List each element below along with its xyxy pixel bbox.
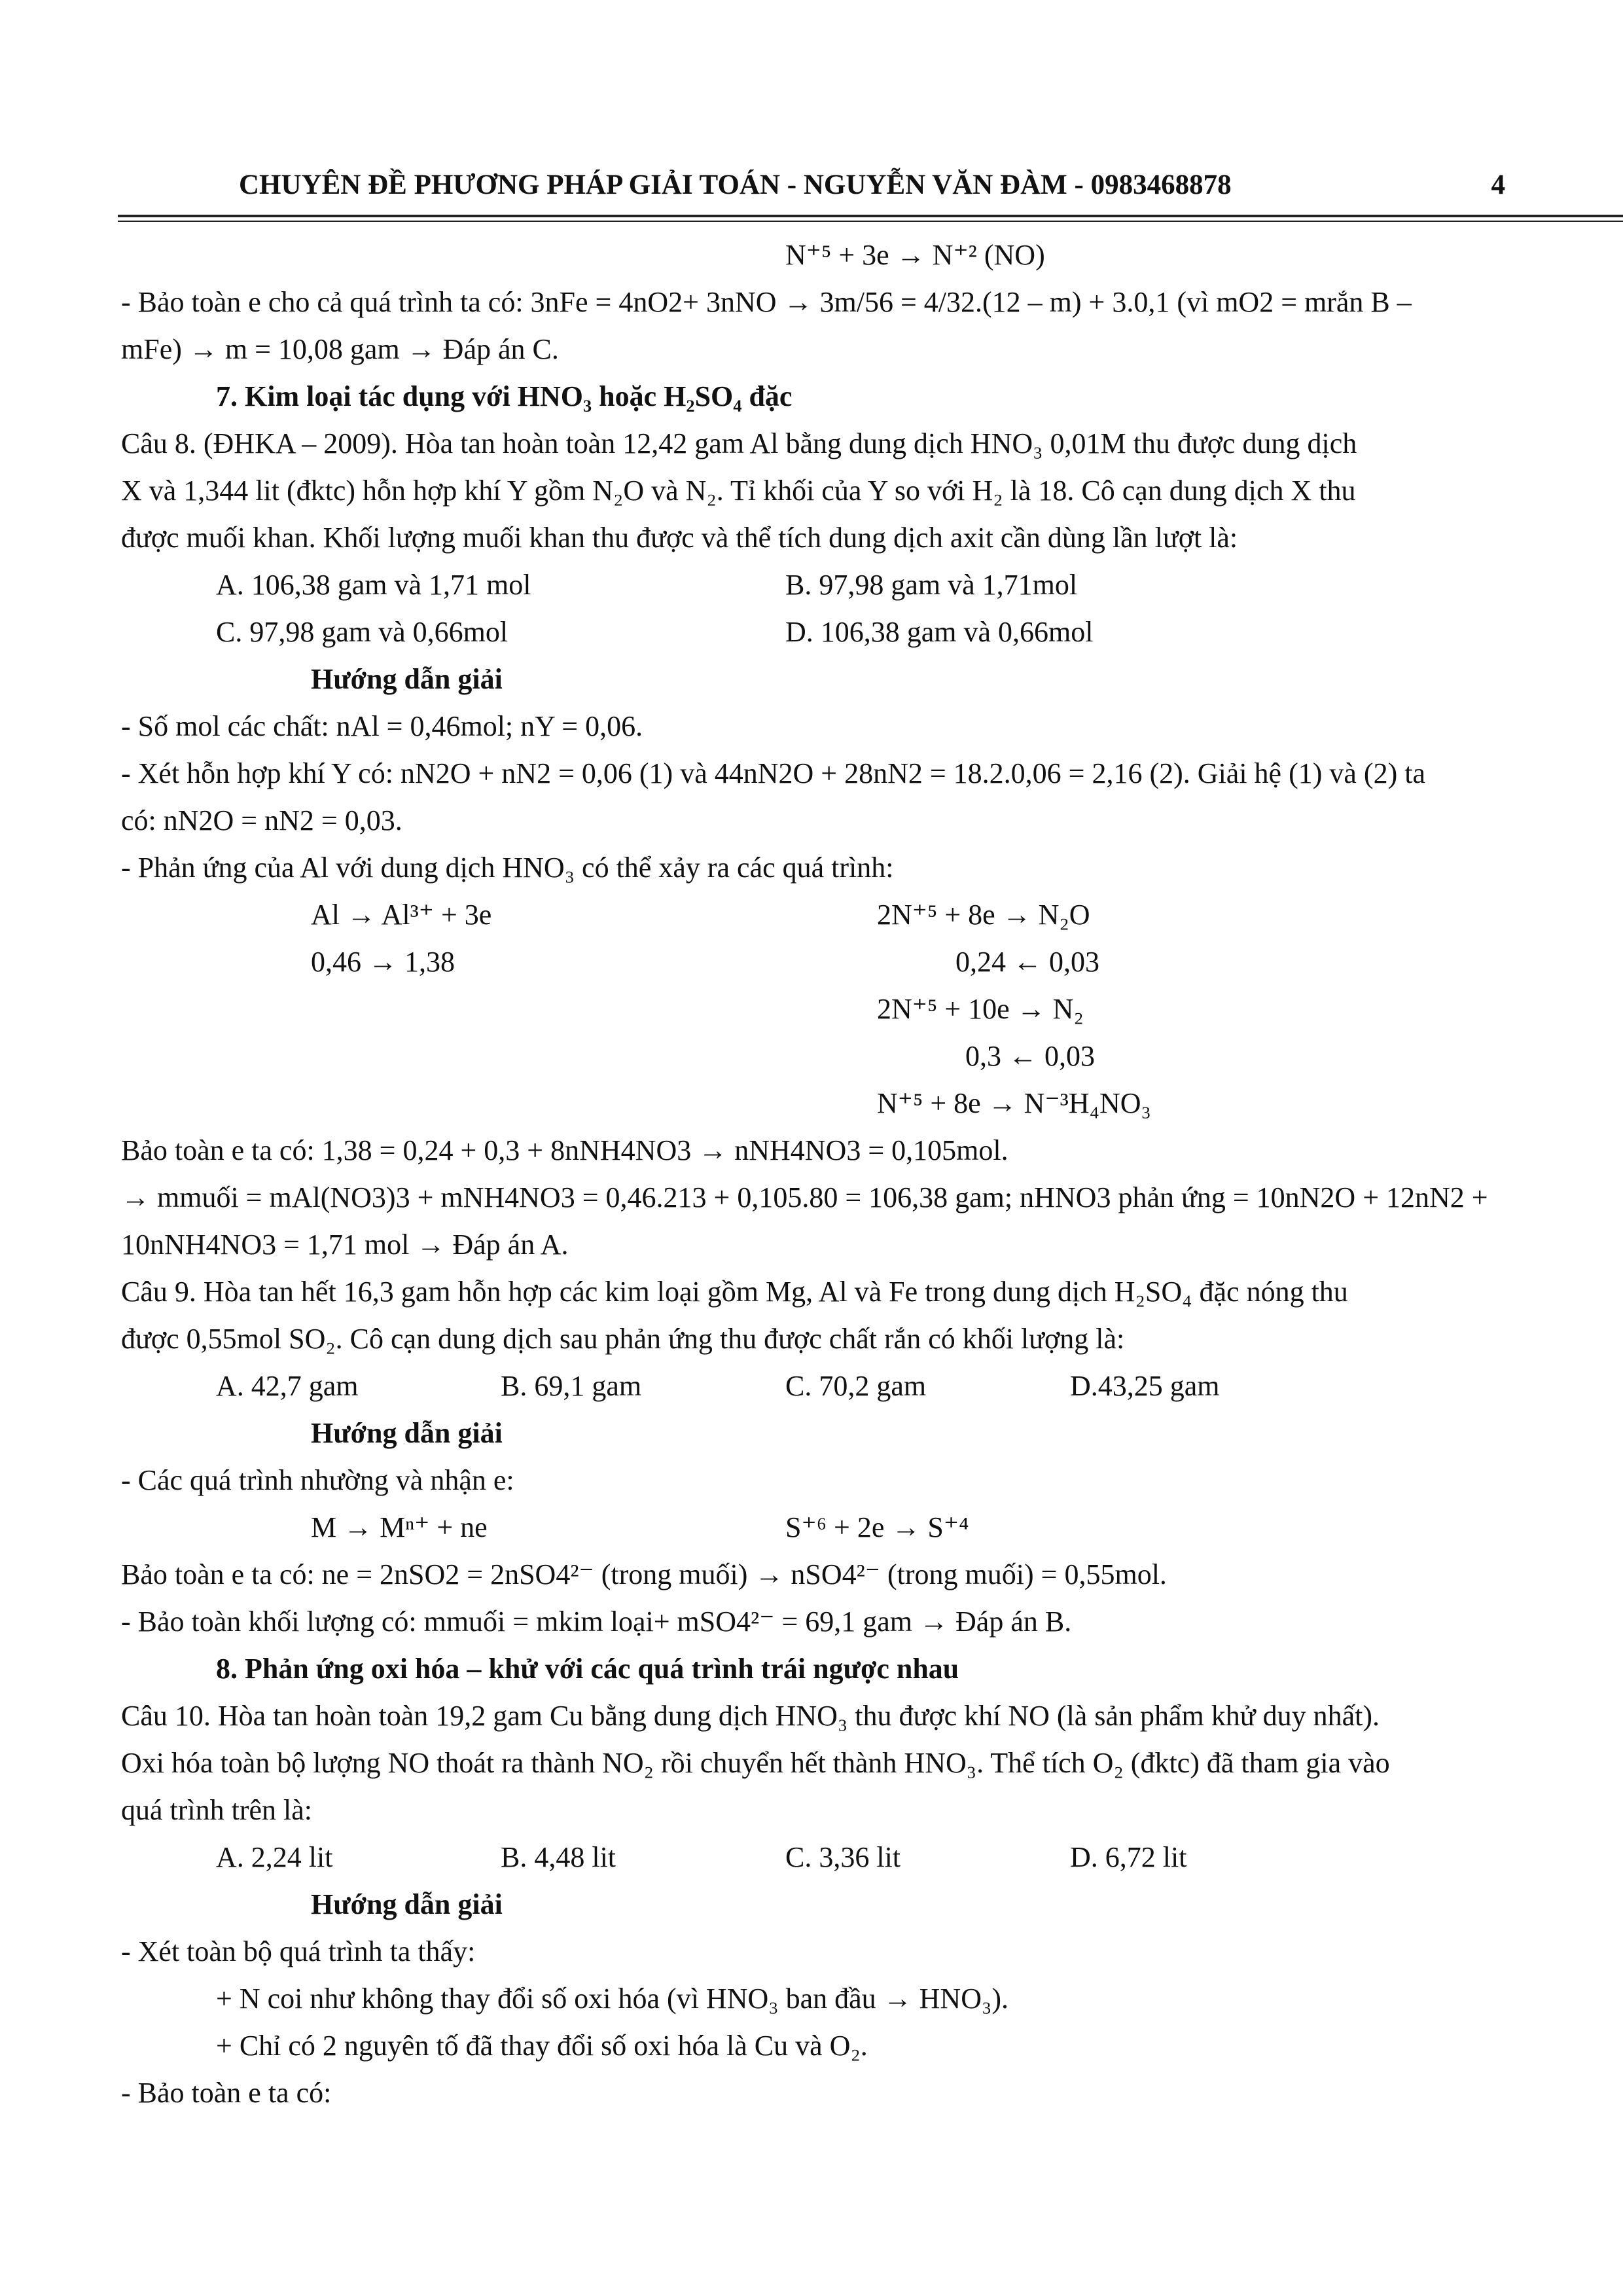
question-line: Câu 9. Hòa tan hết 16,3 gam hỗn hợp các kim loại gồm Mg, Al và Fe trong dung dịch H₂SO₄ đặc nóng thu [121, 1276, 1348, 1308]
equation-right: S⁺⁶ + 2e → S⁺⁴ [785, 1511, 969, 1543]
answer-option-a: A. 106,38 gam và 1,71 mol [216, 569, 531, 601]
question-line: được muối khan. Khối lượng muối khan thu được và thể tích dung dịch axit cần dùng lần lượt là: [121, 522, 1238, 554]
answer-option-b: B. 97,98 gam và 1,71mol [785, 569, 1078, 601]
answer-option-d: D. 106,38 gam và 0,66mol [785, 616, 1094, 648]
section-heading: 8. Phản ứng oxi hóa – khử với các quá trình trái ngược nhau [216, 1653, 959, 1685]
answer-option-c: C. 3,36 lit [785, 1841, 901, 1873]
equation-left: 0,46 → 1,38 [311, 946, 455, 978]
solution-heading: Hướng dẫn giải [311, 1888, 503, 1920]
question-line: quá trình trên là: [121, 1794, 313, 1826]
answer-option-a: A. 42,7 gam [216, 1370, 359, 1402]
text-line: - Bảo toàn e cho cả quá trình ta có: 3nFe = 4nO2+ 3nNO → 3m/56 = 4/32.(12 – m) + 3.0,1 (vì mO2 = mrắn B – [121, 286, 1412, 318]
question-line: Oxi hóa toàn bộ lượng NO thoát ra thành NO₂ rồi chuyển hết thành HNO₃. Thể tích O₂ (đktc) đã tham gia vào [121, 1747, 1390, 1779]
solution-heading: Hướng dẫn giải [311, 663, 503, 695]
answer-option-c: C. 70,2 gam [785, 1370, 927, 1402]
text-line: - Phản ứng của Al với dung dịch HNO₃ có thể xảy ra các quá trình: [121, 852, 894, 884]
text-line: - Các quá trình nhường và nhận e: [121, 1464, 514, 1496]
answer-option-b: B. 4,48 lit [501, 1841, 616, 1873]
text-line: mFe) → m = 10,08 gam → Đáp án C. [121, 333, 559, 365]
text-line: → mmuối = mAl(NO3)3 + mNH4NO3 = 0,46.213 + 0,105.80 = 106,38 gam; nHNO3 phản ứng = 10nN2O + 12nN2 + [121, 1181, 1488, 1213]
text-line: - Bảo toàn khối lượng có: mmuối = mkim loại+ mSO4²⁻ = 69,1 gam → Đáp án B. [121, 1605, 1072, 1638]
text-line: - Xét hỗn hợp khí Y có: nN2O + nN2 = 0,06 (1) và 44nN2O + 28nN2 = 18.2.0,06 = 2,16 (2). Giải hệ (1) và (2) ta [121, 757, 1425, 789]
text-line: - Xét toàn bộ quá trình ta thấy: [121, 1935, 476, 1967]
equation-left: Al → Al³⁺ + 3e [311, 899, 492, 931]
equation-right: N⁺⁵ + 8e → N⁻³H₄NO₃ [877, 1087, 1151, 1119]
text-line: Bảo toàn e ta có: ne = 2nSO2 = 2nSO4²⁻ (trong muối) → nSO4²⁻ (trong muối) = 0,55mol. [121, 1558, 1167, 1590]
equation-left: M → Mⁿ⁺ + ne [311, 1511, 488, 1543]
solution-heading: Hướng dẫn giải [311, 1417, 503, 1449]
text-line: - Số mol các chất: nAl = 0,46mol; nY = 0,06. [121, 710, 643, 742]
text-line: có: nN2O = nN2 = 0,03. [121, 804, 402, 836]
answer-option-b: B. 69,1 gam [501, 1370, 642, 1402]
text-line: - Bảo toàn e ta có: [121, 2077, 332, 2109]
page-header [118, 169, 1505, 215]
text-line: Bảo toàn e ta có: 1,38 = 0,24 + 0,3 + 8nNH4NO3 → nNH4NO3 = 0,105mol. [121, 1134, 1008, 1166]
equation-right: 2N⁺⁵ + 8e → N₂O [877, 899, 1090, 931]
header-rule-thick [118, 215, 1623, 217]
equation-right: 2N⁺⁵ + 10e → N₂ [877, 993, 1084, 1025]
text-line: 10nNH4NO3 = 1,71 mol → Đáp án A. [121, 1229, 569, 1261]
question-line: Câu 8. (ĐHKA – 2009). Hòa tan hoàn toàn 12,42 gam Al bằng dung dịch HNO₃ 0,01M thu được dung dịch [121, 427, 1357, 459]
equation-right: 0,3 ← 0,03 [965, 1040, 1095, 1072]
equation-right: 0,24 ← 0,03 [955, 946, 1099, 978]
equation-line: N⁺⁵ + 3e → N⁺² (NO) [785, 239, 1045, 271]
answer-option-a: A. 2,24 lit [216, 1841, 333, 1873]
section-heading: 7. Kim loại tác dụng với HNO₃ hoặc H₂SO₄ đặc [216, 380, 793, 412]
text-line: + Chỉ có 2 nguyên tố đã thay đổi số oxi hóa là Cu và O₂. [216, 2030, 868, 2062]
page-number: 4 [1491, 170, 1505, 200]
text-line: + N coi như không thay đổi số oxi hóa (vì HNO₃ ban đầu → HNO₃). [216, 1982, 1008, 2015]
answer-option-c: C. 97,98 gam và 0,66mol [216, 616, 508, 648]
question-line: X và 1,344 lit (đktc) hỗn hợp khí Y gồm N₂O và N₂. Tỉ khối của Y so với H₂ là 18. Cô cạn dung dịch X thu [121, 475, 1356, 507]
header-title: CHUYÊN ĐỀ PHƯƠNG PHÁP GIẢI TOÁN - NGUYỄN VĂN ĐÀM - 0983468878 [239, 170, 1232, 200]
answer-option-d: D.43,25 gam [1070, 1370, 1220, 1402]
question-line: được 0,55mol SO₂. Cô cạn dung dịch sau phản ứng thu được chất rắn có khối lượng là: [121, 1323, 1125, 1355]
header-rule-thin [118, 221, 1623, 222]
question-line: Câu 10. Hòa tan hoàn toàn 19,2 gam Cu bằng dung dịch HNO₃ thu được khí NO (là sản phẩm khử duy nhất). [121, 1700, 1380, 1732]
answer-option-d: D. 6,72 lit [1070, 1841, 1187, 1873]
